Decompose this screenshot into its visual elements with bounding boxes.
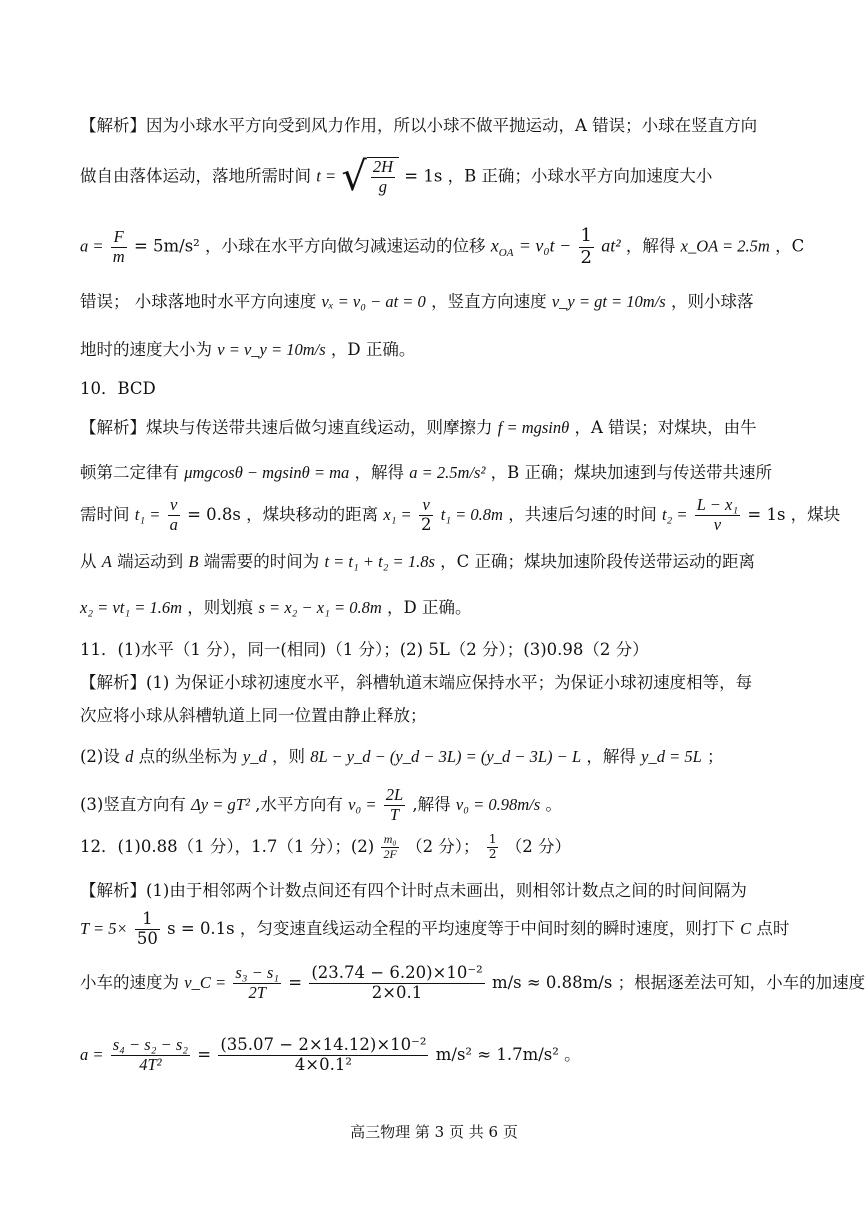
formula: = 0.8s [187, 504, 241, 524]
formula: m/s ≈ 0.88m/s [491, 972, 613, 992]
denominator: g [378, 177, 388, 196]
denominator: 2 [420, 514, 432, 534]
paragraph-line [80, 743, 796, 767]
denominator: 2 [580, 246, 592, 268]
text: 12．(1)0.88（1 分），1.7（1 分）；(2) [80, 837, 375, 856]
numerator: 1 [488, 832, 497, 847]
text: ，D 正确。 [330, 340, 416, 359]
text: （2 分）； [406, 837, 480, 856]
text: 顿第二定律有 [80, 463, 179, 482]
text: 。 [564, 1044, 581, 1064]
text: ；根据逐差法可知，小车的加速度 [617, 972, 866, 992]
paragraph-line [80, 963, 866, 1003]
paragraph-line [80, 548, 796, 572]
formula: x₂ = vt₁ = 1.6m [80, 598, 183, 617]
formula: B [188, 552, 199, 571]
paragraph-line [80, 786, 796, 825]
answer-heading: 10．BCD [80, 379, 156, 398]
paragraph-line [80, 1036, 796, 1075]
formula: t₁ = [134, 504, 161, 524]
formula: x₁ = [383, 504, 412, 524]
text: ，C 正确；煤块加速阶段传送带运动的距离 [440, 552, 755, 571]
denominator: T [389, 804, 400, 824]
formula: s = 0.1s [167, 918, 235, 938]
formula: s = x₂ − x₁ = 0.8m [258, 598, 382, 617]
text: ，解得 [625, 236, 676, 256]
numerator: 1 [135, 910, 160, 930]
formula: t = [316, 166, 337, 186]
formula: y_d = 5L [641, 747, 702, 766]
text: ，D 正确。 [387, 598, 472, 617]
formula: v_C = [184, 972, 227, 992]
text: 错误； 小球落地时水平方向速度 [80, 292, 317, 311]
numerator: L − x₁ [696, 495, 739, 514]
answer-heading [80, 833, 796, 862]
text: ，则 [271, 747, 305, 766]
numerator: s₄ − s₂ − s₂ [112, 1035, 189, 1054]
numerator: 1 [580, 225, 592, 246]
denominator: 2F [383, 847, 397, 861]
text: ，共速后匀速的时间 [508, 504, 657, 524]
text: ，则划痕 [187, 598, 254, 617]
formula: a = [80, 1044, 104, 1064]
formula: y_d [242, 747, 267, 766]
denominator: v [713, 514, 722, 534]
text: ，解得 [354, 463, 405, 482]
text: ,解得 [412, 794, 451, 814]
denominator: 50 [136, 928, 158, 948]
formula: f = mgsinθ [497, 418, 570, 437]
paragraph-line: 【解析】(1)由于相邻两个计数点间还有四个计时点未画出，则相邻计数点之间的时间间隔为 [80, 881, 747, 900]
formula: vₓ = v₀ − at = 0 [321, 292, 426, 311]
denominator: 2×0.1 [371, 982, 423, 1002]
text: 端需要的时间为 [203, 552, 320, 571]
text: ，A 错误；对煤块，由牛 [574, 418, 757, 437]
text: ，解得 [586, 747, 636, 766]
formula: m/s² ≈ 1.7m/s² [435, 1044, 559, 1064]
formula: = 5m/s² [133, 236, 200, 256]
formula: = 1s [404, 166, 443, 186]
text: 需时间 [80, 504, 130, 524]
formula: a = [80, 236, 104, 256]
numerator: (23.74 − 6.20)×10⁻² [311, 963, 483, 982]
denominator: 4×0.1² [294, 1054, 352, 1074]
paragraph-line [80, 414, 796, 438]
formula: Δy = gT² [191, 794, 250, 814]
formula: v_y = gt = 10m/s [551, 292, 666, 311]
formula: t₁ = 0.8m [440, 504, 503, 524]
formula: T = 5× [80, 918, 128, 938]
page-footer: 高三物理 第 3 页 共 6 页 [350, 1123, 518, 1141]
formula: C [740, 918, 752, 938]
formula: v₀ = 0.98m/s [455, 794, 541, 814]
text: ，匀变速直线运动全程的平均速度等于中间时刻的瞬时速度，则打下 [239, 918, 735, 938]
text: ，煤块 [790, 504, 841, 524]
text: ； [707, 747, 724, 766]
formula: t₂ = [661, 504, 688, 524]
text: 点时 [756, 918, 790, 938]
numerator: v [168, 496, 180, 516]
text: (2)设 [80, 747, 120, 766]
denominator: m [112, 246, 125, 266]
text: 点的纵坐标为 [138, 747, 238, 766]
paragraph-line [80, 594, 796, 618]
text: 地时的速度大小为 [80, 340, 212, 359]
formula: v = v_y = 10m/s [217, 340, 326, 359]
text: 【解析】煤块与传送带共速后做匀速直线运动，则摩擦力 [80, 418, 493, 437]
paragraph-line: 次应将小球从斜槽轨道上同一位置由静止释放； [80, 706, 427, 725]
text: (3)竖直方向有 [80, 794, 186, 814]
answer-heading: 11．(1)水平（1 分），同一(相同)（1 分）；(2) 5L（2 分）；(3)0.98（2 分） [80, 640, 649, 659]
formula: = [288, 972, 303, 992]
text: 小车的速度为 [80, 972, 179, 992]
formula: d [125, 747, 134, 766]
text: 端运动到 [117, 552, 184, 571]
paragraph-line: 【解析】(1) 为保证小球初速度水平，斜槽轨道末端应保持水平；为保证小球初速度相等，每 [80, 673, 753, 692]
formula: μmgcosθ − mgsinθ = ma [184, 463, 350, 482]
text: ，竖直方向速度 [431, 292, 547, 311]
denominator: 2T [248, 982, 266, 1002]
numerator: F [111, 228, 127, 248]
text: ，B 正确；小球水平方向加速度大小 [447, 166, 713, 186]
subscript: OA [498, 246, 514, 259]
formula: at² [601, 235, 621, 256]
formula: t = t₁ + t₂ = 1.8s [324, 552, 435, 571]
text: ，B 正确；煤块加速到与传送带共速所 [490, 463, 773, 482]
numerator: 2L [385, 785, 404, 804]
denominator: 4T² [139, 1054, 162, 1074]
formula: A [101, 552, 112, 571]
numerator: v [419, 496, 434, 516]
sqrt-formula: √ $\frac{2H}{g}$ [341, 157, 399, 197]
formula: 8L − y_d − (y_d − 3L) = (y_d − 3L) − L [310, 747, 582, 766]
denominator: a [169, 514, 178, 534]
formula: a = 2.5m/s² [409, 463, 486, 482]
text: ，煤块移动的距离 [246, 504, 379, 524]
denominator: 2 [488, 847, 497, 861]
formula: = v₀t − [518, 235, 572, 256]
text: 。 [545, 794, 562, 814]
paragraph-line [80, 225, 805, 268]
formula: x_OA = 2.5m [680, 236, 770, 256]
paragraph-line [80, 288, 796, 312]
paragraph-line [80, 910, 796, 949]
paragraph-line [80, 495, 841, 535]
text: ,水平方向有 [255, 794, 343, 814]
numerator: (35.07 − 2×14.12)×10⁻² [220, 1035, 427, 1054]
text: ，则小球落 [670, 292, 754, 311]
numerator: m₀ [381, 833, 398, 848]
text: 从 [80, 552, 97, 571]
paragraph-line [80, 154, 796, 200]
formula: = [197, 1044, 212, 1064]
paragraph-line: 【解析】因为小球水平方向受到风力作用，所以小球不做平抛运动，A 错误；小球在竖直方向 [80, 116, 758, 135]
text: 做自由落体运动，落地所需时间 [80, 166, 311, 186]
text: ，小球在水平方向做匀减速运动的位移 [205, 236, 486, 256]
text: （2 分） [505, 837, 571, 856]
paragraph-line [80, 336, 796, 360]
numerator: s₃ − s₁ [235, 963, 280, 982]
formula: = 1s [747, 504, 786, 524]
numerator: 2H [372, 157, 394, 177]
formula: v₀ = [348, 794, 377, 814]
paragraph-line [80, 459, 796, 483]
formula: x [490, 235, 499, 256]
text: ，C [775, 236, 805, 256]
